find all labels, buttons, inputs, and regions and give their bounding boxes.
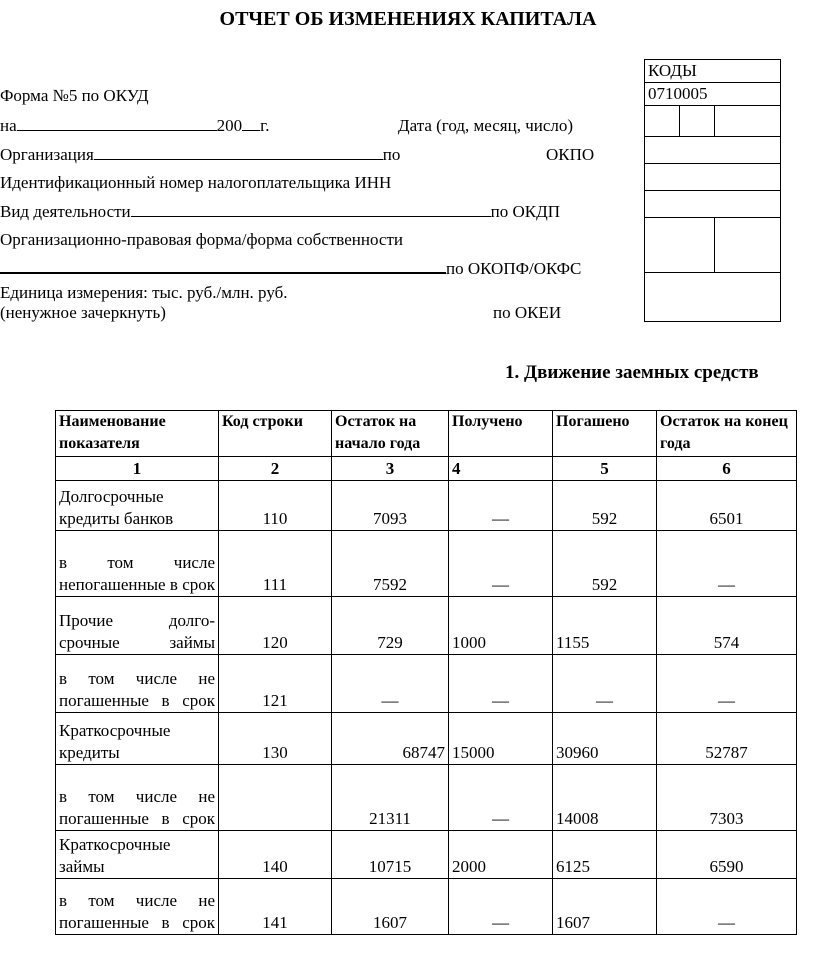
col-number: 1 xyxy=(56,457,219,481)
row-repaid: 592 xyxy=(553,481,657,531)
section-title: 1. Движение заемных средств xyxy=(505,362,759,383)
table-row xyxy=(56,879,797,935)
org-blank[interactable] xyxy=(94,145,383,160)
row-name: Краткосрочные займы xyxy=(56,831,219,879)
table-row xyxy=(56,831,797,879)
row-end: — xyxy=(657,655,797,713)
row-code: 121 xyxy=(219,655,332,713)
row-name: в том числе не погашенные в срок xyxy=(56,879,219,935)
date-code-day[interactable] xyxy=(715,106,781,137)
row-end: 6501 xyxy=(657,481,797,531)
page-title: ОТЧЕТ ОБ ИЗМЕНЕНИЯХ КАПИТАЛА xyxy=(219,8,597,30)
okfs-code[interactable] xyxy=(715,218,781,273)
activity-line xyxy=(0,202,560,222)
header-code: Код строки xyxy=(219,411,332,457)
table-row xyxy=(56,597,797,655)
header-start: Остаток на начало года xyxy=(332,411,449,457)
loans-table xyxy=(55,410,797,935)
row-name: Краткосрочные кредиты xyxy=(56,713,219,765)
row-repaid: 30960 xyxy=(553,713,657,765)
row-end: 52787 xyxy=(657,713,797,765)
date-year: 200 xyxy=(216,116,243,135)
row-code: 141 xyxy=(219,879,332,935)
row-name: Прочие долго-срочные займы xyxy=(56,597,219,655)
row-start: 1607 xyxy=(332,879,449,935)
row-code: 130 xyxy=(219,713,332,765)
row-name: Долгосрочные кредиты банков xyxy=(56,481,219,531)
row-code: 140 xyxy=(219,831,332,879)
row-received: 15000 xyxy=(449,713,553,765)
col-number: 3 xyxy=(332,457,449,481)
row-repaid: 1155 xyxy=(553,597,657,655)
header-received: Получено xyxy=(449,411,553,457)
row-start: 10715 xyxy=(332,831,449,879)
year-blank[interactable] xyxy=(242,116,260,131)
okud-code: 0710005 xyxy=(645,83,781,106)
row-received: — xyxy=(449,655,553,713)
date-prefix: на xyxy=(0,116,17,135)
row-start: 7093 xyxy=(332,481,449,531)
inn-code[interactable] xyxy=(645,164,781,191)
row-start: 7592 xyxy=(332,531,449,597)
row-code: 110 xyxy=(219,481,332,531)
okopf-code[interactable] xyxy=(645,218,715,273)
header-end: Остаток на конец года xyxy=(657,411,797,457)
table-row xyxy=(56,655,797,713)
row-received: — xyxy=(449,481,553,531)
row-repaid: 6125 xyxy=(553,831,657,879)
row-repaid: 14008 xyxy=(553,765,657,831)
date-code-month[interactable] xyxy=(680,106,715,137)
row-start: 21311 xyxy=(332,765,449,831)
legal-form-blank[interactable] xyxy=(0,258,446,274)
okei-code[interactable] xyxy=(645,273,781,322)
col-number: 2 xyxy=(219,457,332,481)
org-po: по xyxy=(382,145,401,164)
row-end: 574 xyxy=(657,597,797,655)
row-repaid: — xyxy=(553,655,657,713)
row-start: 729 xyxy=(332,597,449,655)
col-number: 5 xyxy=(553,457,657,481)
row-name: в том числе не погашенные в срок xyxy=(56,765,219,831)
table-row xyxy=(56,765,797,831)
table-row xyxy=(56,713,797,765)
okpo-label: ОКПО xyxy=(546,145,595,164)
header-name: Наименование показателя xyxy=(56,411,219,457)
header-repaid: Погашено xyxy=(553,411,657,457)
row-received: 2000 xyxy=(449,831,553,879)
okei-label: по ОКЕИ xyxy=(493,303,562,322)
legal-form-label: Организационно-правовая форма/форма собственности xyxy=(0,230,403,249)
row-name: в том числе непогашенные в срок xyxy=(56,531,219,597)
row-received: 1000 xyxy=(449,597,553,655)
org-label: Организация xyxy=(0,145,94,164)
date-blank[interactable] xyxy=(17,116,217,131)
unit-label: Единица измерения: тыс. руб./млн. руб. xyxy=(0,283,288,302)
okpo-code[interactable] xyxy=(645,137,781,164)
row-repaid: 592 xyxy=(553,531,657,597)
col-number: 6 xyxy=(657,457,797,481)
activity-label: Вид деятельности xyxy=(0,202,131,221)
row-name: в том числе не погашенные в срок xyxy=(56,655,219,713)
row-received: — xyxy=(449,879,553,935)
date-suffix: г. xyxy=(260,116,270,135)
date-code-year[interactable] xyxy=(645,106,680,137)
unit-note: (ненужное зачеркнуть) xyxy=(0,303,166,322)
okdp-label: по ОКДП xyxy=(490,202,560,221)
row-repaid: 1607 xyxy=(553,879,657,935)
codes-box xyxy=(644,59,781,322)
codes-header: КОДЫ xyxy=(645,60,781,83)
row-end: 6590 xyxy=(657,831,797,879)
table-row xyxy=(56,531,797,597)
row-start: 68747 xyxy=(332,713,449,765)
row-start: — xyxy=(332,655,449,713)
row-end: — xyxy=(657,531,797,597)
row-received: — xyxy=(449,765,553,831)
row-code: 120 xyxy=(219,597,332,655)
form-okud-label: Форма №5 по ОКУД xyxy=(0,86,149,105)
row-end: — xyxy=(657,879,797,935)
row-code: 111 xyxy=(219,531,332,597)
org-line xyxy=(0,145,400,165)
date-line xyxy=(0,116,269,136)
inn-label: Идентификационный номер налогоплательщика ИНН xyxy=(0,173,392,192)
row-end: 7303 xyxy=(657,765,797,831)
okdp-code[interactable] xyxy=(645,191,781,218)
date-label: Дата (год, месяц, число) xyxy=(398,116,574,135)
okopf-line xyxy=(0,258,581,279)
row-code xyxy=(219,765,332,831)
table-row xyxy=(56,481,797,531)
col-number: 4 xyxy=(449,457,553,481)
activity-blank[interactable] xyxy=(131,202,491,217)
okopf-label: по ОКОПФ/ОКФС xyxy=(446,259,582,278)
row-received: — xyxy=(449,531,553,597)
